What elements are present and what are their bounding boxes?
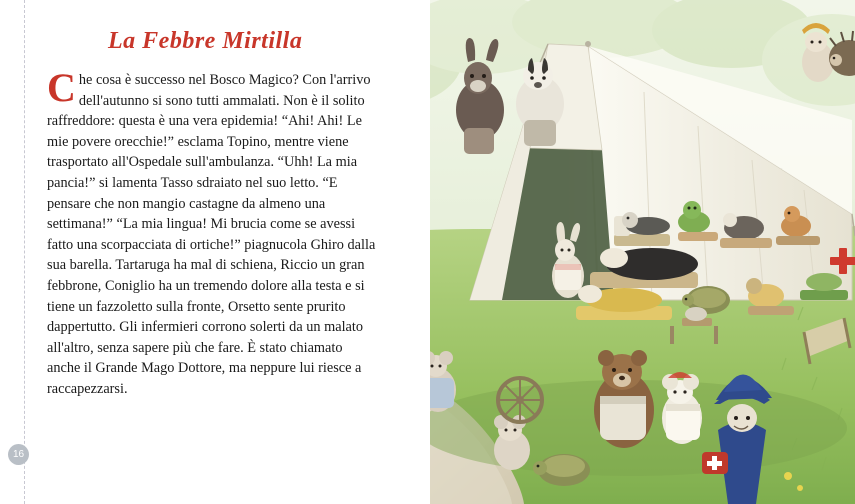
story-body: [47, 65, 377, 400]
gutter-divider: [24, 0, 26, 504]
story-paragraph: he cosa è successo nel Bosco Magico? Con l'arrivo dell'autunno si sono tutti ammalati. Non è il solito raffreddore: questa è una vera epidemia! “Ahi! Ahi! Le mie povere orecchie!” esclama Topino, mentre viene trasportato all'Ospedale sull'ambulanza. “Uhh! La mia pancia!” si lamenta Tasso sdraiato nel suo letto. “E pensare che non mangio castagne da almeno una settimana!” “La mia lingua! Mi brucia come se avessi fatto una scorpacciata di ortiche!” piagnucola Ghiro dalla sua barella. Tartaruga ha mal di schiena, Riccio un gran febbrone, Coniglio ha un tremendo dolore alla testa e si tiene un fazzoletto sulla fronte, Orsetto sente prurito dappertutto. Gli infermieri corrono solerti da un malato all'altro, senza sapere più che fare. È stato chiamato anche il Grande Mago Dottore, ma neppure lui riesce a raccapezzarsi.: [47, 72, 376, 397]
drop-cap: C: [47, 65, 76, 110]
page-number: 16: [8, 444, 29, 465]
page-title: La Febbre Mirtilla: [108, 28, 303, 54]
